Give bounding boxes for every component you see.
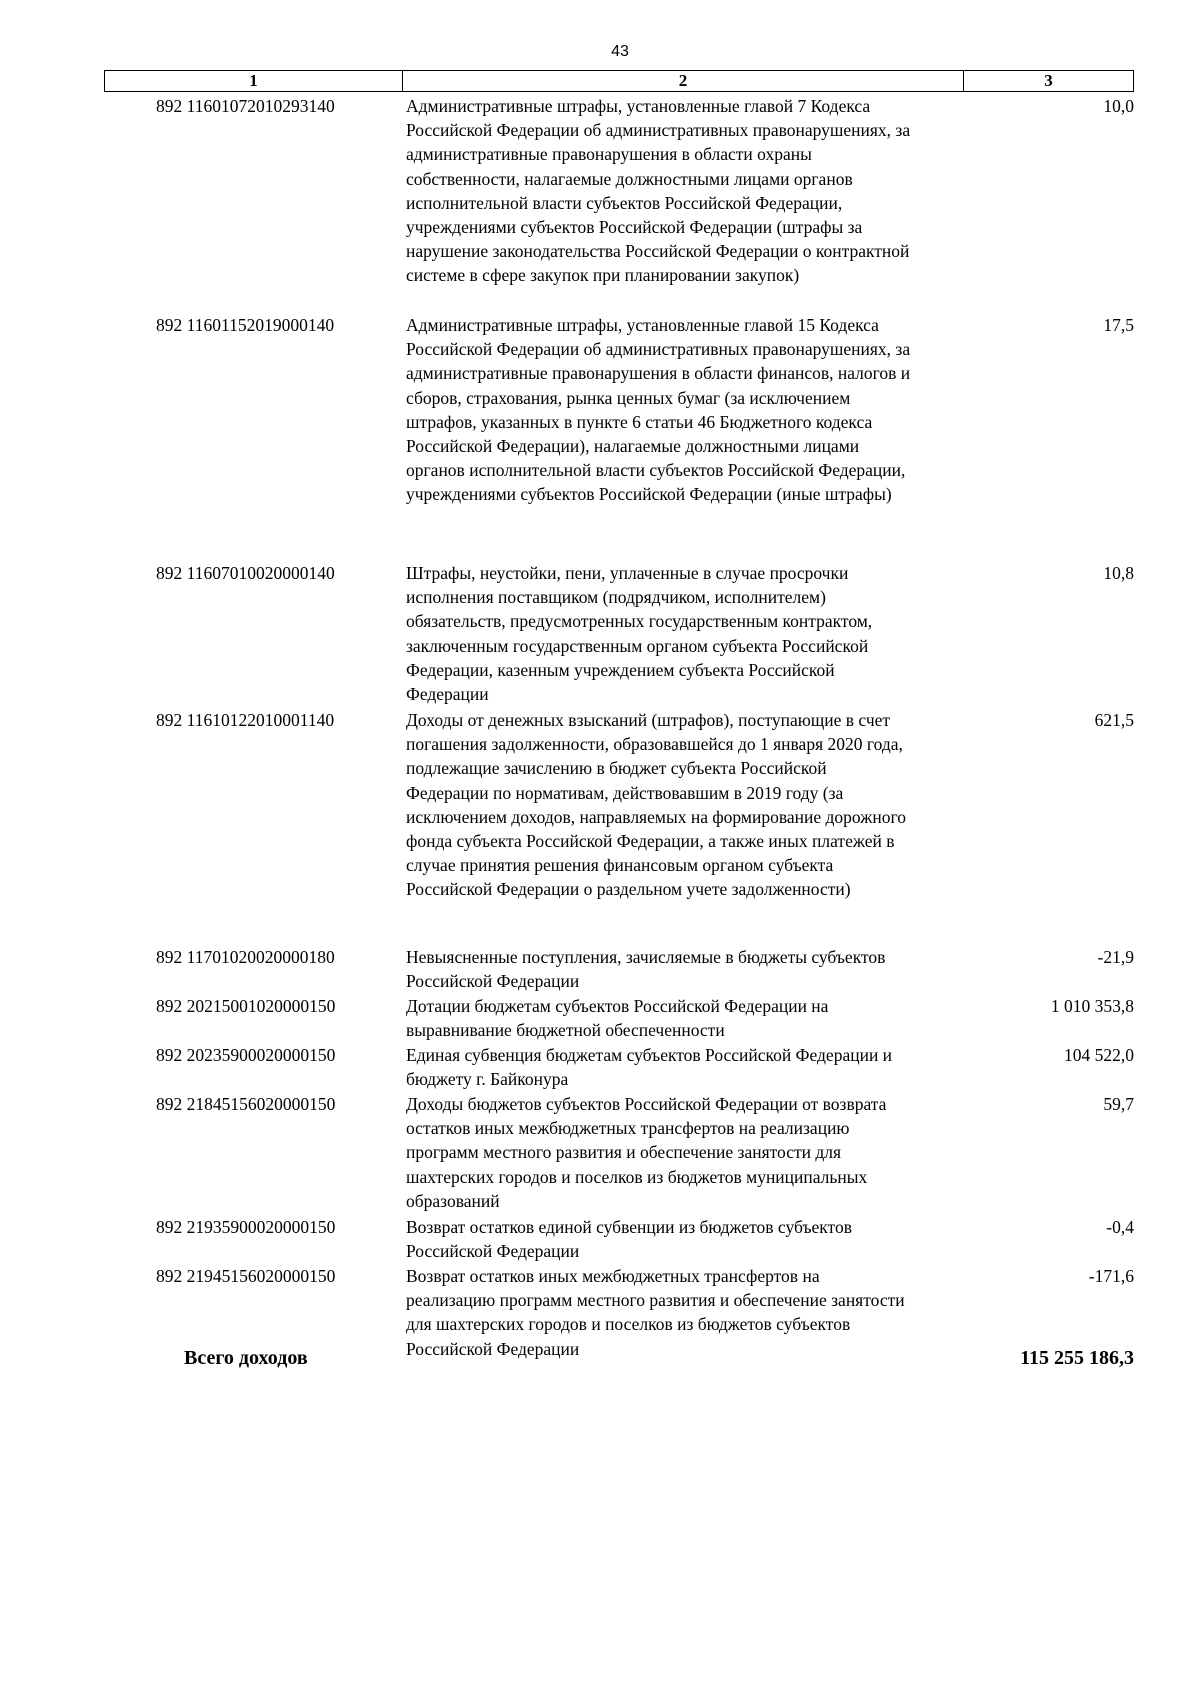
amount: 10,0 [1103,96,1134,116]
description-line: погашения задолженности, образовавшейся до 1 января 2020 года, [406,734,903,755]
description-line: Невыясненные поступления, зачисляемые в бюджеты субъектов [406,947,886,967]
description-line: Дотации бюджетам субъектов Российской Федерации на [406,996,829,1016]
description-line: сборов, страхования, рынка ценных бумаг (за исключением [406,387,851,408]
description-line: заключенным государственным органом субъекта Российской [406,635,869,656]
total-label: Всего доходов [184,1347,308,1369]
description-line: реализацию программ местного развития и обеспечение занятости [406,1290,905,1311]
budget-code: 892 11701020020000180 [156,947,335,967]
income-description [406,1092,966,1213]
column-header-3: 3 [1044,71,1053,90]
description-line: случае принятия решения финансовым органом субъекта [406,855,834,876]
description-line: обязательств, предусмотренных государственным контрактом, [406,611,873,632]
description-line: административные правонарушения в области финансов, налогов и [406,363,911,384]
description-line: шахтерских городов и поселков из бюджетов муниципальных [406,1166,868,1187]
income-description [406,561,966,706]
budget-code: 892 11610122010001140 [156,710,335,730]
description-line: Федерации, казенным учреждением субъекта Российской [406,659,835,680]
description-line: остатков иных межбюджетных трансфертов на реализацию [406,1118,850,1139]
description-line: Российской Федерации [406,1241,580,1262]
description-line: Возврат остатков иных межбюджетных трансфертов на [406,1266,820,1286]
income-description [406,708,966,902]
description-line: Административные штрафы, установленные главой 15 Кодекса [406,315,879,335]
description-line: административные правонарушения в области охраны [406,144,812,165]
description-line: Доходы от денежных взысканий (штрафов), поступающие в счет [406,710,891,730]
total-value: 115 255 186,3 [1020,1347,1134,1369]
description-line: бюджету г. Байконура [406,1069,569,1090]
description-line: для шахтерских городов и поселков из бюджетов субъектов [406,1314,851,1335]
budget-code: 892 11601152019000140 [156,315,335,335]
amount: 10,8 [1103,563,1134,583]
income-description [406,1043,966,1091]
amount: 1 010 353,8 [1050,996,1134,1016]
description-line: исполнения поставщиком (подрядчиком, исполнителем) [406,587,826,608]
description-line: Штрафы, неустойки, пени, уплаченные в случае просрочки [406,563,849,583]
budget-code: 892 11607010020000140 [156,563,335,583]
income-description [406,94,966,288]
budget-code: 892 21845156020000150 [156,1094,336,1114]
description-line: программ местного развития и обеспечение занятости для [406,1142,842,1163]
income-description [406,994,966,1042]
amount: 621,5 [1094,710,1134,730]
income-description [406,1264,966,1361]
amount: 17,5 [1103,315,1134,335]
description-line: Российской Федерации об административных правонарушениях, за [406,339,911,360]
description-line: штрафов, указанных в пункте 6 статьи 46 Бюджетного кодекса [406,411,873,432]
description-line: Федерации по нормативам, действовавшим в 2019 году (за [406,782,844,803]
description-line: органов исполнительной власти субъектов Российской Федерации, [406,460,906,481]
description-line: системе в сфере закупок при планировании закупок) [406,265,800,286]
description-line: Российской Федерации о раздельном учете задолженности) [406,879,851,900]
description-line: подлежащие зачислению в бюджет субъекта Российской [406,758,827,779]
description-line: Российской Федерации), налагаемые должностными лицами [406,436,860,457]
amount: -171,6 [1088,1266,1134,1286]
budget-code: 892 11601072010293140 [156,96,335,116]
amount: 104 522,0 [1064,1045,1134,1065]
description-line: Возврат остатков единой субвенции из бюджетов субъектов [406,1217,852,1237]
page-number: 43 [611,43,629,60]
description-line: собственности, налагаемые должностными лицами органов [406,168,853,189]
description-line: учреждениями субъектов Российской Федерации (штрафы за [406,217,863,238]
column-header-2: 2 [403,71,964,91]
description-line: выравнивание бюджетной обеспеченности [406,1020,725,1041]
description-line: Административные штрафы, установленные главой 7 Кодекса [406,96,871,116]
description-line: исключением доходов, направляемых на формирование дорожного [406,806,906,827]
income-description [406,313,966,507]
amount: -21,9 [1097,947,1134,967]
description-line: Федерации [406,684,489,705]
description-line: Единая субвенция бюджетам субъектов Российской Федерации и [406,1045,893,1065]
amount: -0,4 [1106,1217,1134,1237]
budget-code: 892 20215001020000150 [156,996,336,1016]
description-line: Доходы бюджетов субъектов Российской Федерации от возврата [406,1094,887,1114]
description-line: исполнительной власти субъектов Российской Федерации, [406,192,843,213]
table-header [104,70,1134,92]
description-line: Российской Федерации [406,971,580,992]
description-line: фонда субъекта Российской Федерации, а также иных платежей в [406,831,895,852]
income-description [406,945,966,993]
description-line: учреждениями субъектов Российской Федерации (иные штрафы) [406,484,892,505]
column-header-1: 1 [105,71,403,91]
budget-code: 892 20235900020000150 [156,1045,336,1065]
income-description [406,1215,966,1263]
description-line: образований [406,1190,500,1211]
description-line: нарушение законодательства Российской Федерации о контрактной [406,241,910,262]
description-line: Российской Федерации об административных правонарушениях, за [406,120,911,141]
amount: 59,7 [1103,1094,1134,1114]
description-line: Российской Федерации [406,1338,580,1359]
budget-code: 892 21935900020000150 [156,1217,336,1237]
budget-code: 892 21945156020000150 [156,1266,336,1286]
